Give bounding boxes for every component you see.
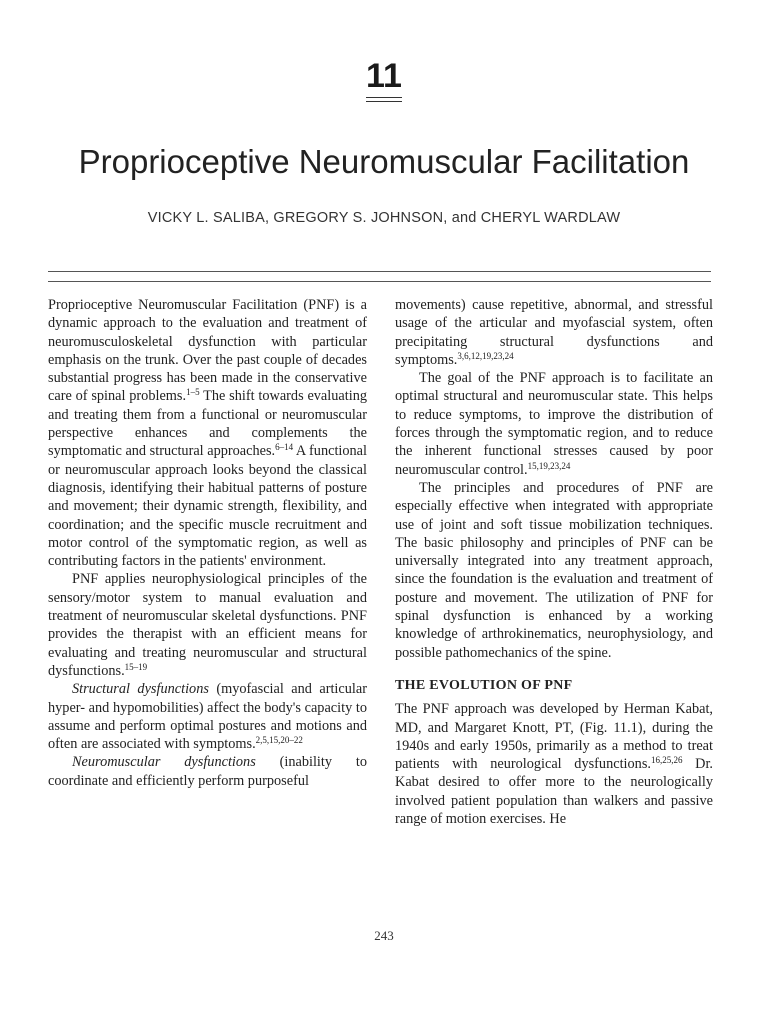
italic-term: Structural dysfunctions — [72, 681, 209, 698]
chapter-number-rule-bottom — [366, 101, 402, 102]
paragraph: Structural dysfunctions (myofascial and articular hyper- and hypomobilities) affect the body's capacity to assume and perform optimal postures and motions and often are associated with symptoms.$^{2,5,15,20-22}$ — [48, 681, 367, 753]
paragraph: Proprioceptive Neuromuscular Facilitation (PNF) is a dynamic approach to the evaluation and treatment of neuromusculoskeletal dysfunction with particular emphasis on the trunk. Over the past couple of decades substantial progress has been made in the conservative care of spinal problems.$^{1-5}$ The shift towards evaluating and treating them from a functional or neuromuscular perspective enhances and complements the symptomatic and structural approaches.$^{6-14}$ A functional or neuromuscular approach looks beyond the classical diagnosis, identifying their habitual patterns of posture and movement; their dynamic strength, flexibility, and coordination; and the specific muscle recruitment and motor control of the symptomatic region, as well as contributing factors in the patients' environment. — [48, 297, 368, 570]
paragraph: The principles and procedures of PNF are especially effective when integrated with appropriate use of joint and soft tissue mobilization techniques. The basic philosophy and principles of PNF can be universally integrated into any treatment approach, since the foundation is the evaluation and treatment of posture and movement. The utilization of PNF for spinal dysfunction is enhanced by a working knowledge of arthrokinematics, neurophysiology, and possible pathomechanics of the spine. — [395, 479, 713, 661]
right-column — [395, 296, 713, 828]
italic-term: Neuromuscular dysfunctions — [72, 754, 256, 771]
chapter-number-rule-top — [366, 97, 402, 98]
citation: 1–5 — [186, 387, 200, 398]
paragraph: The goal of the PNF approach is to facilitate an optimal structural and neuromuscular state. This helps to reduce symptoms, to improve the distribution of forces through the symptomatic region, and to reduce the inherent functional stresses caused by poor neuromuscular control.$^{15,19,23,24}$ — [395, 370, 713, 478]
page-number: 243 — [374, 928, 394, 943]
citation: 16,25,26 — [650, 755, 683, 766]
citation: 15,19,23,24 — [527, 460, 571, 471]
chapter-authors: VICKY L. SALIBA, GREGORY S. JOHNSON, and CHERYL WARDLAW — [147, 210, 621, 226]
paragraph: Neuromuscular dysfunctions (inability to coordinate and efficiently perform purposeful — [48, 754, 367, 789]
chapter-number: 11 — [366, 57, 402, 95]
citation: 2,5,15,20–22 — [255, 735, 303, 746]
chapter-title: Proprioceptive Neuromuscular Facilitation — [78, 143, 690, 180]
paragraph: The PNF approach was developed by Herman Kabat, MD, and Margaret Knott, PT, (Fig. 11.1), during the 1940s and early 1950s, primarily as a method to treat patients with neurological dysfunctions.$^{16,25,26}$ Dr. Kabat desired to offer more to the neurologically involved patient population than walkers and passive range of motion exercises. He — [395, 701, 713, 828]
section-heading: THE EVOLUTION OF PNF — [395, 677, 573, 693]
left-column — [48, 296, 367, 790]
header-rule-top — [48, 271, 711, 272]
paragraph: movements) cause repetitive, abnormal, and stressful usage of the articular and myofascial system, often precipitating structural dysfunctions and symptoms.$^{3,6,12,19,23,24}$ — [395, 297, 713, 368]
header-rule-bottom — [48, 281, 711, 282]
paragraph: PNF applies neurophysiological principles of the sensory/motor system to manual evaluation and treatment of neuromuscular skeletal dysfunctions. PNF provides the therapist with an efficient means for evaluating and treating neuromuscular and structural dysfunctions.$^{15-19}$ — [48, 571, 367, 679]
citation: 3,6,12,19,23,24 — [457, 350, 514, 361]
citation: 15–19 — [124, 661, 148, 672]
citation: 6–14 — [275, 442, 294, 453]
